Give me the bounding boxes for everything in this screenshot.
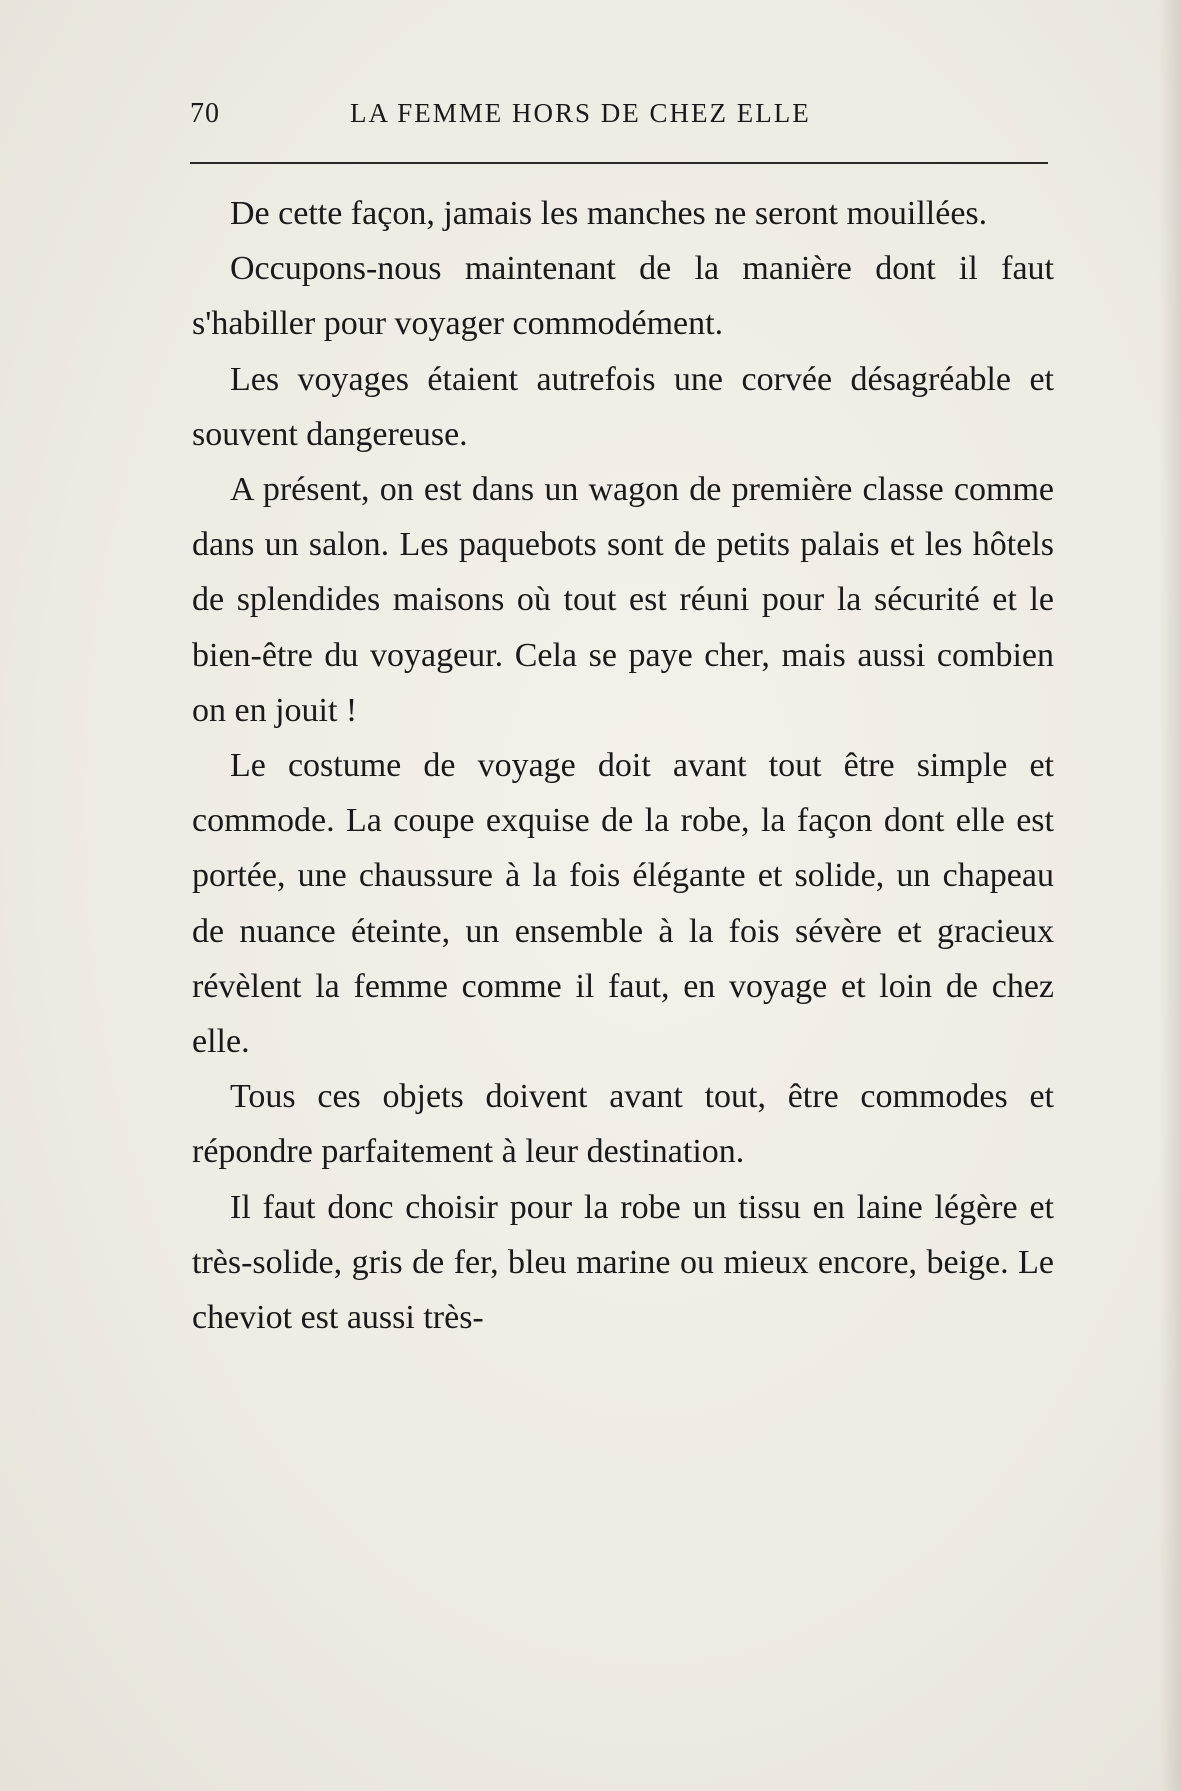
paragraph-1: De cette façon, jamais les manches ne seront mouillées. xyxy=(230,195,988,232)
paragraph-5: Le costume de voyage doit avant tout être simple et commode. La coupe exquise de la robe, la façon dont elle est portée, une chaussure à la fois élégante et solide, un chapeau de nuance éteinte, un ensemble à la fois sévère et gracieux révèlent la femme comme il faut, en voyage et loin de chez elle. xyxy=(192,747,1054,1061)
paragraph-4: A présent, on est dans un wagon de première classe comme dans un salon. Les paquebots sont de petits palais et les hôtels de splendides maisons où tout est réuni pour la sécurité et le bien-être du voyageur. Cela se paye cher, mais aussi combien on en jouit ! xyxy=(192,471,1054,729)
header-rule xyxy=(190,162,1048,164)
page-number: 70 xyxy=(190,98,220,129)
paragraph-6: Tous ces objets doivent avant tout, être commodes et répondre parfaitement à leur destination. xyxy=(192,1078,1054,1171)
page-body xyxy=(192,186,1054,1345)
paragraph-3: Les voyages étaient autrefois une corvée désagréable et souvent dangereuse. xyxy=(192,360,1054,453)
scan-shadow xyxy=(1159,0,1181,1791)
paragraph-2: Occupons-nous maintenant de la manière dont il faut s'habiller pour voyager commodément. xyxy=(192,250,1054,343)
running-title: LA FEMME HORS DE CHEZ ELLE xyxy=(350,98,811,128)
paragraph-7: Il faut donc choisir pour la robe un tissu en laine légère et très-solide, gris de fer, bleu marine ou mieux encore, beige. Le cheviot est aussi très- xyxy=(192,1188,1054,1337)
page-header xyxy=(190,98,1050,142)
